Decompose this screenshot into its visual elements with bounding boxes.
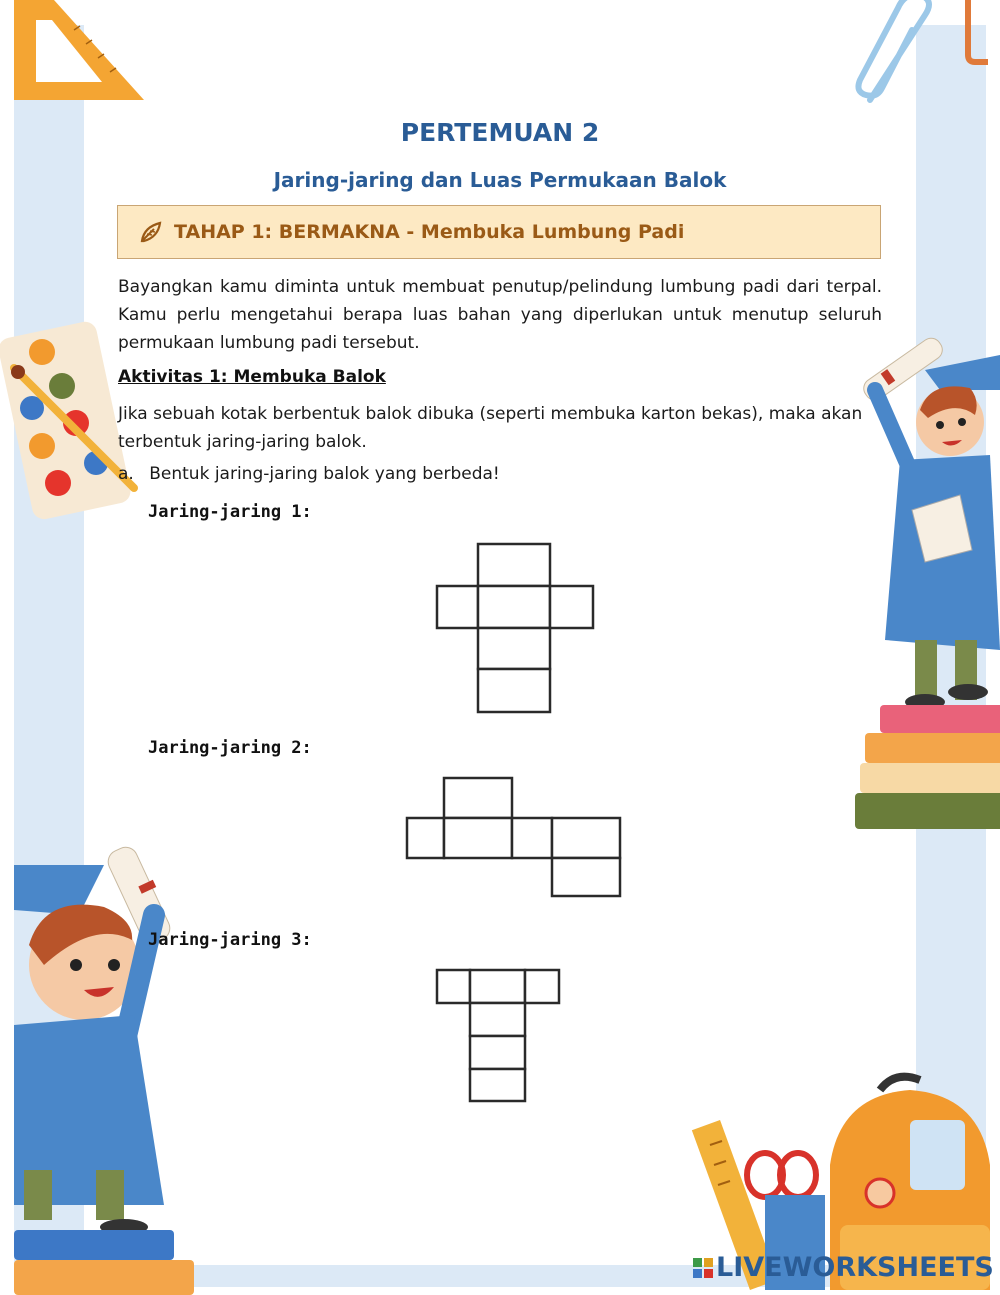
activity-description: Jika sebuah kotak berbentuk balok dibuka (seperti membuka karton bekas), maka akan terbentuk jaring-jaring balok. [118,404,863,452]
activity-title: Aktivitas 1: Membuka Balok [118,367,386,387]
net-2-label: Jaring-jaring 2: [148,738,312,758]
net-3-face-left [437,970,470,1003]
net-1-label: Jaring-jaring 1: [148,502,312,522]
liveworksheets-logo[interactable]: LIVEWORKSHEETS [716,1252,994,1283]
page-subtitle: Jaring-jaring dan Luas Permukaan Balok [273,168,727,192]
item-text: Bentuk jaring-jaring balok yang berbeda! [149,464,500,484]
liveworksheets-logo-icon [693,1258,713,1278]
net-3-label: Jaring-jaring 3: [148,930,312,950]
stage-header-label: TAHAP 1: BERMAKNA - Membuka Lumbung Padi [174,221,685,243]
net-3-face-3 [470,1036,525,1069]
item-marker: a. [118,464,134,484]
net-3-face-right [525,970,559,1003]
intro-paragraph: Bayangkan kamu diminta untuk membuat penutup/pelindung lumbung padi dari terpal. Kamu perlu mengetahui berapa luas bahan yang diperlukan untuk menutup seluruh permukaan lumbung padi tersebut. [118,277,882,353]
net-3-face-center [470,970,525,1003]
net-3-face-4 [470,1069,525,1101]
net-3-face-2 [470,1003,525,1036]
page-title: PERTEMUAN 2 [400,118,600,147]
